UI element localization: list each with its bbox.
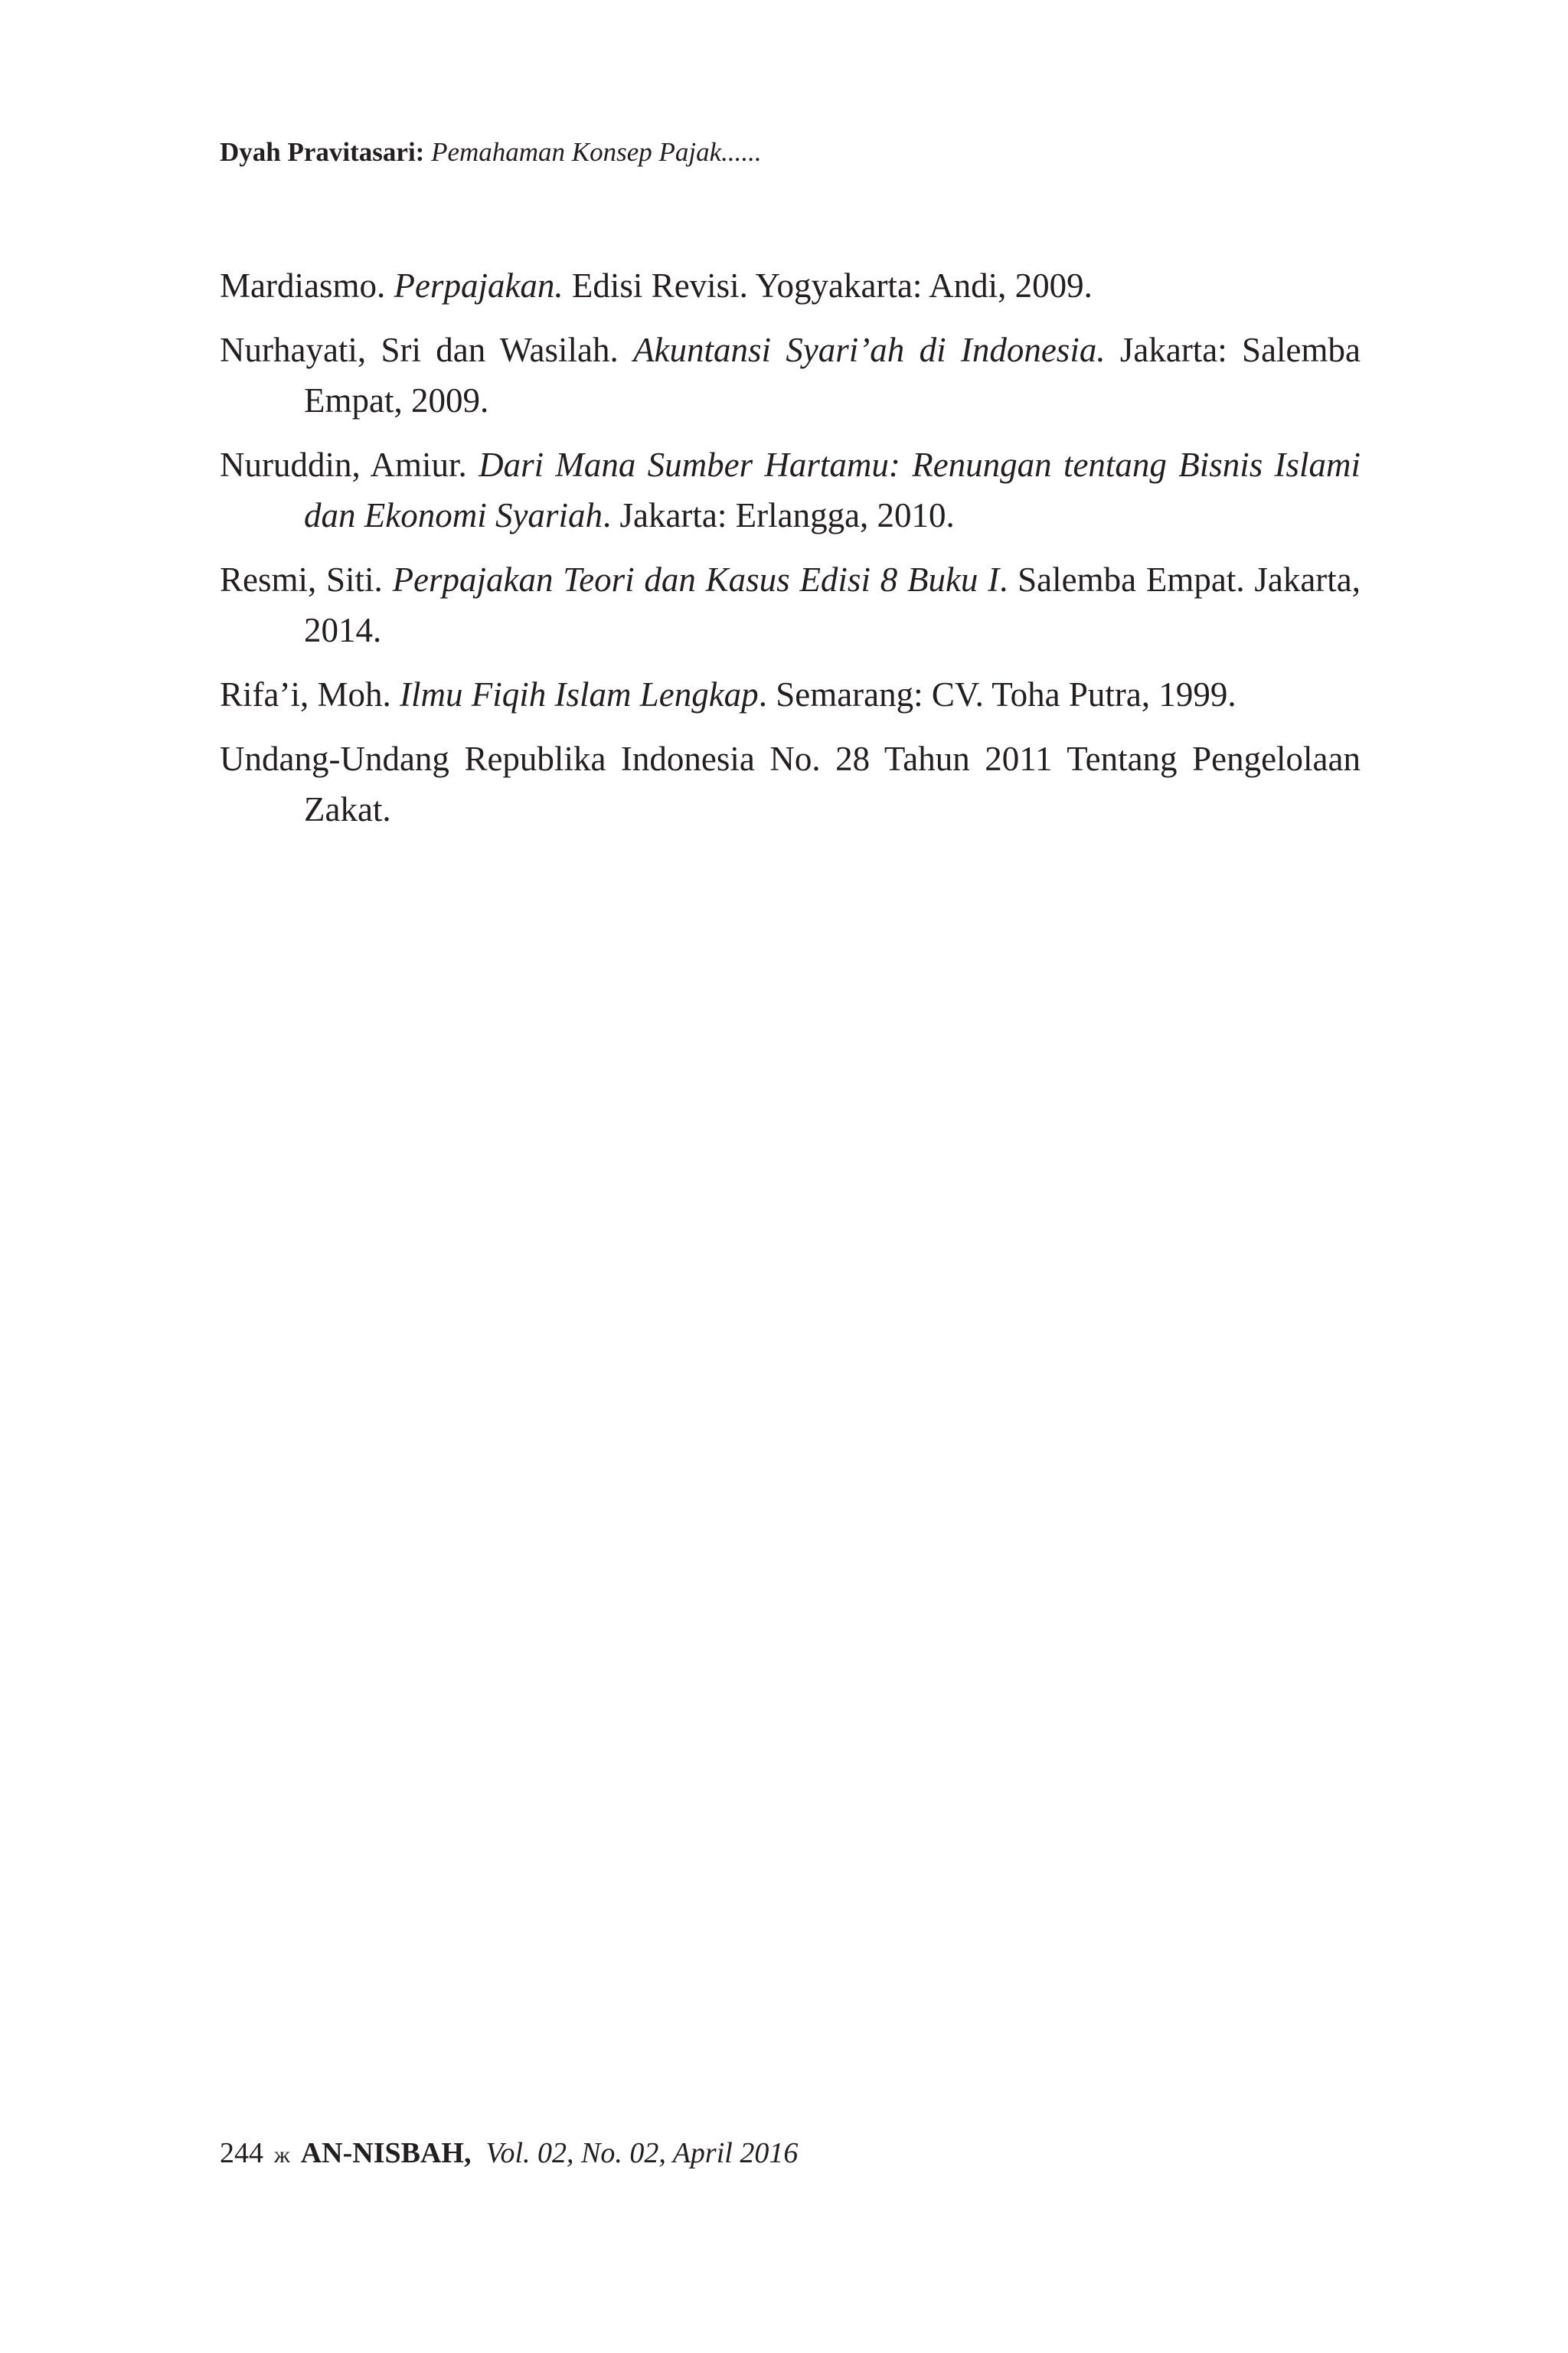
- journal-issue: Vol. 02, No. 02, April 2016: [485, 2137, 799, 2169]
- reference-title: Akuntansi Syari’ah di Indonesia.: [633, 331, 1106, 369]
- reference-publication: . Semarang: CV. Toha Putra, 1999.: [758, 675, 1236, 714]
- reference-item: [220, 669, 1361, 720]
- reference-author: Rifa’i, Moh.: [220, 675, 391, 714]
- reference-author: Nuruddin, Amiur.: [220, 446, 467, 484]
- reference-title: Ilmu Fiqih Islam Lengkap: [399, 675, 759, 714]
- reference-author: Resmi, Siti.: [220, 560, 383, 599]
- page-footer: [220, 2136, 798, 2172]
- reference-item: [220, 260, 1361, 311]
- reference-author: Nurhayati, Sri dan Wasilah.: [220, 331, 619, 369]
- header-author: Dyah Pravitasari:: [220, 137, 425, 167]
- running-head: [220, 136, 762, 168]
- reference-item: [220, 554, 1361, 655]
- reference-item: [220, 440, 1361, 541]
- reference-publication: . Jakarta: Erlangga, 2010.: [602, 496, 955, 534]
- reference-publication: Edisi Revisi. Yogyakarta: Andi, 2009.: [571, 266, 1093, 305]
- journal-name: AN-NISBAH,: [300, 2137, 472, 2169]
- reference-list: [220, 260, 1361, 848]
- reference-author: Undang-Undang Republika Indonesia No. 28 Tahun 2011 Tentang Pengelolaan Zakat.: [220, 740, 1361, 828]
- reference-title: Perpajakan.: [394, 266, 564, 305]
- reference-publication: Jakarta: Salemba Empat, 2009.: [304, 331, 1361, 420]
- reference-title: Perpajakan Teori dan Kasus Edisi 8 Buku I: [392, 560, 1000, 599]
- footer-separator: ж: [274, 2142, 290, 2168]
- header-title: Pemahaman Konsep Pajak......: [431, 137, 762, 167]
- reference-item: [220, 734, 1361, 835]
- reference-author: Mardiasmo.: [220, 266, 386, 305]
- page-number: 244: [220, 2137, 263, 2169]
- reference-item: [220, 325, 1361, 426]
- reference-publication: . Salemba Empat. Jakarta, 2014.: [304, 560, 1361, 649]
- reference-title: Dari Mana Sumber Hartamu: Renungan tentang Bisnis Islami dan Ekonomi Syariah: [304, 446, 1361, 534]
